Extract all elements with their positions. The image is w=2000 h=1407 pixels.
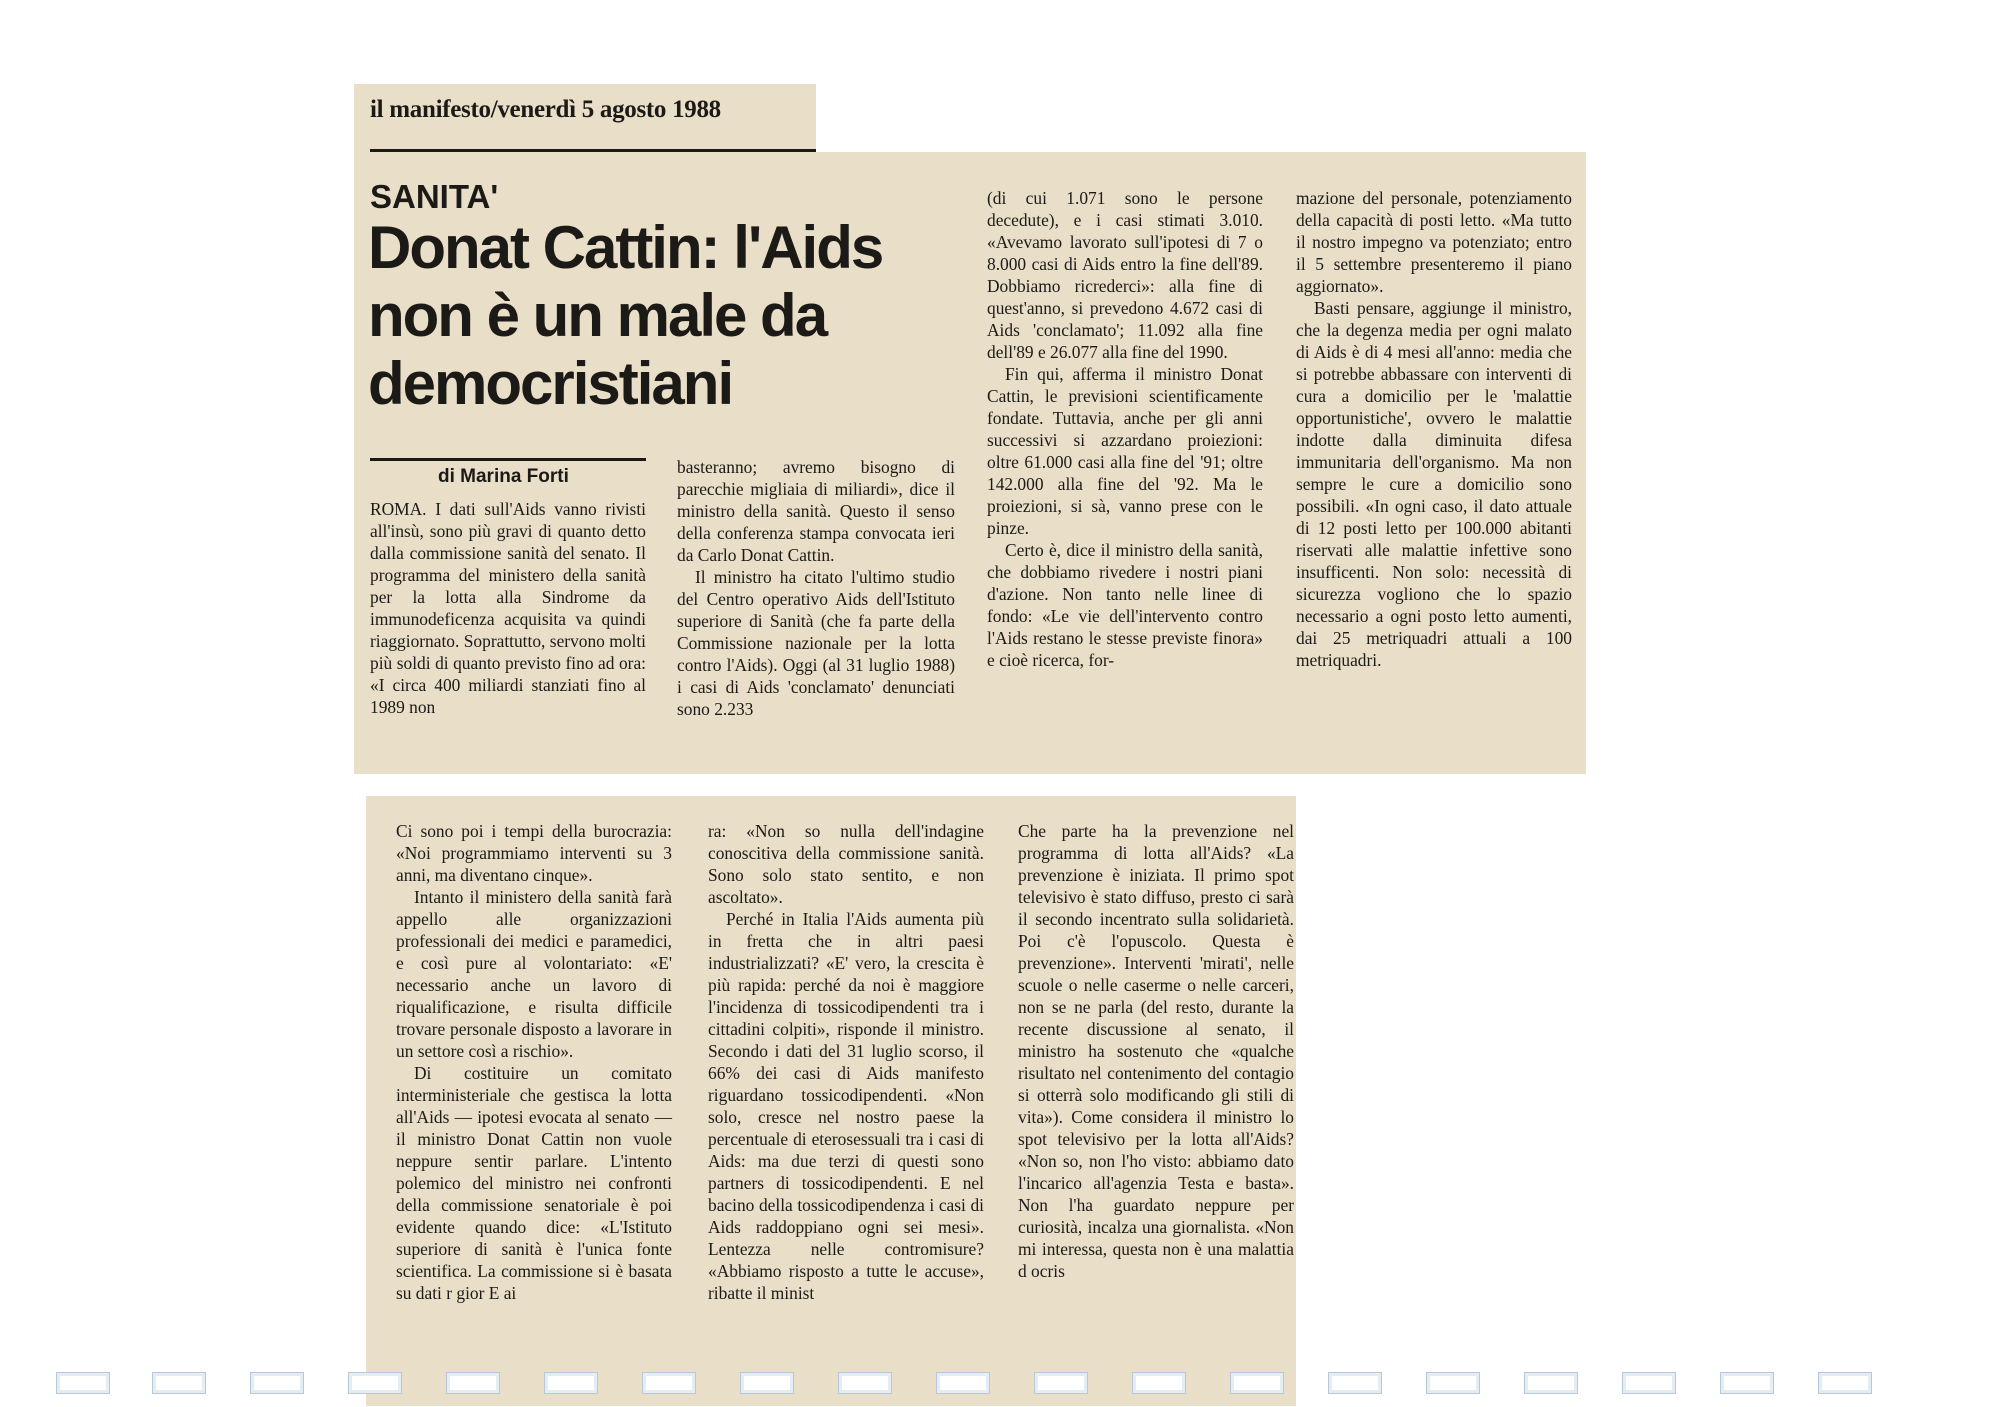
- article-paragraph: Che parte ha la prevenzione nel programma di lotta all'Aids? «La prevenzione è iniziata. Il primo spot televisivo è stato diffuso, presto ci sarà il secondo incentrato sulla solidarietà. Poi c'è l'opuscolo. Questa è prevenzione». Interventi 'mirati', nelle scuole o nelle caserme o nelle carceri, non se ne parla (del resto, durante la recente discussione al senato, il ministro ha sostenuto che «qualche risultato nel contenimento del contagio si otterrà solo modificando gli stili di vita»). Come considera il ministro lo spot televisivo per la lotta all'Aids? «Non so, non l'ho visto: abbiamo dato l'incarico all'agenzia Testa e basta». Non l'ha guardato neppure per curiosità, incalza una giornalista. «Non mi interessa, questa non è una malattia d ocris: [1018, 821, 1294, 1281]
- article-paragraph: Intanto il ministero della sanità farà appello alle organizzazioni professionali dei medici e paramedici, e così pure al volontariato: «E' necessario anche un lavoro di riqualificazione, e risulta difficile trovare personale disposto a lavorare in un settore così a rischio».: [396, 887, 672, 1061]
- scanner-tab-marker: [838, 1372, 892, 1394]
- scanner-tab-marker: [1818, 1372, 1872, 1394]
- byline-rule: [370, 458, 646, 461]
- masthead-rule: [370, 149, 816, 152]
- article-paragraph: Perché in Italia l'Aids aumenta più in fretta che in altri paesi industrializzati? «E' vero, la crescita è più rapida: perché da noi è maggiore l'incidenza di tossicodipendenti tra i cittadini colpiti», risponde il ministro. Secondo i dati del 31 luglio scorso, il 66% dei casi di Aids manifesto riguardano tossicodipendenti. «Non solo, cresce nel nostro paese la percentuale di eterosessuali tra i casi di Aids: ma due terzi di questi sono partners di tossicodipendenti. E nel bacino della tossicodipendenza i casi di Aids raddoppiano ogni sei mesi». Lentezza nelle contromisure? «Abbiamo risposto a tutte le accuse», ribatte il minist: [708, 909, 984, 1303]
- article-paragraph: mazione del personale, potenziamento della capacità di posti letto. «Ma tutto il nostro impegno va potenziato; entro il 5 settembre presenteremo il piano aggiornato».: [1296, 188, 1572, 296]
- scanner-tab-marker: [1034, 1372, 1088, 1394]
- section-kicker: SANITA': [370, 178, 499, 215]
- scanner-tab-marker: [348, 1372, 402, 1394]
- newspaper-masthead: il manifesto/venerdì 5 agosto 1988: [370, 96, 721, 123]
- article-paragraph: Il ministro ha citato l'ultimo studio del Centro operativo Aids dell'Istituto superiore di Sanità (che fa parte della Commissione nazionale per la lotta contro l'Aids). Oggi (al 31 luglio 1988) i casi di Aids 'conclamato' denunciati sono 2.233: [677, 567, 955, 719]
- article-column-6: [708, 820, 984, 1304]
- scanner-tab-marker: [1230, 1372, 1284, 1394]
- article-column-2: [677, 456, 955, 720]
- article-byline: di Marina Forti: [438, 466, 569, 487]
- scanner-tab-marker: [1622, 1372, 1676, 1394]
- scanner-tab-marker: [740, 1372, 794, 1394]
- scanner-tab-marker: [936, 1372, 990, 1394]
- scanner-tab-marker: [446, 1372, 500, 1394]
- article-column-4: [1296, 187, 1572, 671]
- article-column-5: [396, 820, 672, 1304]
- article-headline: Donat Cattin: l'Aids non è un male da democristiani: [368, 214, 883, 417]
- scanner-tab-marker: [1720, 1372, 1774, 1394]
- article-column-7: [1018, 820, 1294, 1282]
- scanner-tab-marker: [152, 1372, 206, 1394]
- article-column-1: [370, 498, 646, 718]
- article-paragraph: ROMA. I dati sull'Aids vanno rivisti all'insù, sono più gravi di quanto detto dalla commissione sanità del senato. Il programma del ministero della sanità per la lotta alla Sindrome da immunodeficenza acquisita va quindi riaggiornato. Soprattutto, servono molti più soldi di quanto previsto fino ad ora: «I circa 400 miliardi stanziati fino al 1989 non: [370, 499, 646, 717]
- scanner-tab-marker: [642, 1372, 696, 1394]
- scanner-tab-marker: [56, 1372, 110, 1394]
- article-paragraph: basteranno; avremo bisogno di parecchie migliaia di miliardi», dice il ministro della sanità. Questo il senso della conferenza stampa convocata ieri da Carlo Donat Cattin.: [677, 457, 955, 565]
- scanner-tab-marker: [544, 1372, 598, 1394]
- scanner-tab-marker: [250, 1372, 304, 1394]
- scanner-tab-marker: [1426, 1372, 1480, 1394]
- scanner-tab-marker: [1132, 1372, 1186, 1394]
- article-paragraph: Basti pensare, aggiunge il ministro, che la degenza media per ogni malato di Aids è di 4 mesi all'anno: media che si potrebbe abbassare con interventi di cura a domicilio per le 'malattie opportunistiche', ovvero le malattie indotte dalla diminuita difesa immunitaria dell'organismo. Ma non sempre le cure a domicilio sono possibili. «In ogni caso, il dato attuale di 12 posti letto per 100.000 abitanti riservati alle malattie infettive sono insufficenti. Non solo: necessità di sicurezza vogliono che lo spazio necessario a ogni posto letto aumenti, dai 25 metriquadri attuali a 100 metriquadri.: [1296, 298, 1572, 670]
- article-paragraph: (di cui 1.071 sono le persone decedute), e i casi stimati 3.010. «Avevamo lavorato sull'ipotesi di 7 o 8.000 casi di Aids entro la fine dell'89. Dobbiamo ricrederci»: alla fine di quest'anno, si prevedono 4.672 casi di Aids 'conclamato'; 11.092 alla fine dell'89 e 26.077 alla fine del 1990.: [987, 188, 1263, 362]
- article-paragraph: Fin qui, afferma il ministro Donat Cattin, le previsioni scientificamente fondate. Tuttavia, anche per gli anni successivi si azzardano proiezioni: oltre 61.000 casi alla fine del '91; oltre 142.000 alla fine del '92. Ma le proiezioni, si sà, vanno prese con le pinze.: [987, 364, 1263, 538]
- article-paragraph: Certo è, dice il ministro della sanità, che dobbiamo rivedere i nostri piani d'azione. Non tanto nelle linee di fondo: «Le vie dell'intervento contro l'Aids restano le stesse previste finora» e cioè ricerca, for-: [987, 540, 1263, 670]
- scanner-tab-marker: [1524, 1372, 1578, 1394]
- article-paragraph: Di costituire un comitato interministeriale che gestisca la lotta all'Aids — ipotesi evocata al senato — il ministro Donat Cattin non vuole neppure sentir parlare. L'intento polemico del ministro nei confronti della commissione senatoriale è poi evidente quando dice: «L'Istituto superiore di sanità è l'unica fonte scientifica. La commissione si è basata su dati r gior E ai: [396, 1063, 672, 1303]
- scanner-tab-marker: [1328, 1372, 1382, 1394]
- article-column-3: [987, 187, 1263, 671]
- article-paragraph: ra: «Non so nulla dell'indagine conoscitiva della commissione sanità. Sono solo stato sentito, e non ascoltato».: [708, 821, 984, 907]
- article-paragraph: Ci sono poi i tempi della burocrazia: «Noi programmiamo interventi su 3 anni, ma diventano cinque».: [396, 821, 672, 885]
